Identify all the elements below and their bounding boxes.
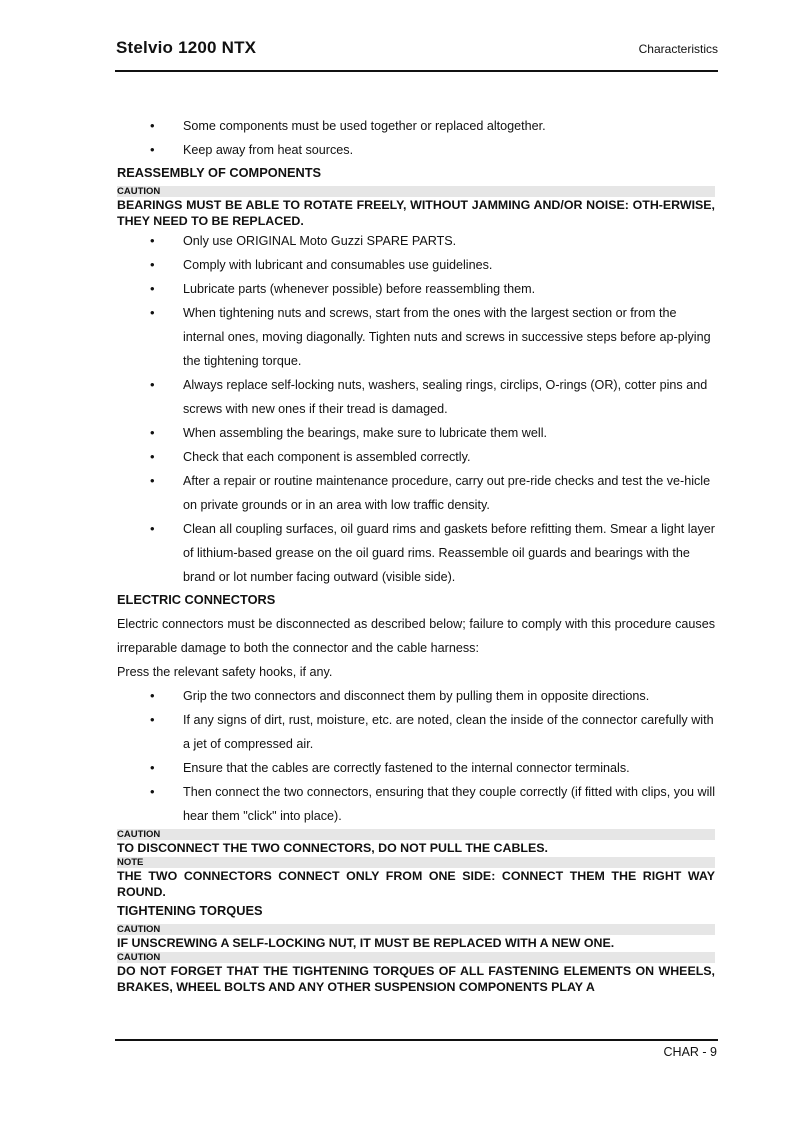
paragraph: Electric connectors must be disconnected as described below; failure to comply with this procedure causes irreparable damage to both the connector and the cable harness: bbox=[117, 617, 715, 655]
bullet-item: • Lubricate parts (whenever possible) before reassembling them. bbox=[117, 277, 715, 301]
bullet-item: • Always replace self-locking nuts, washers, sealing rings, circlips, O-rings (OR), cotter pins and screws with new ones if their tread is damaged. bbox=[117, 373, 715, 421]
bullet-item: • Ensure that the cables are correctly fastened to the internal connector terminals. bbox=[117, 756, 715, 780]
bullet-item: • Grip the two connectors and disconnect them by pulling them in opposite directions. bbox=[117, 684, 715, 708]
section-heading-electric: ELECTRIC CONNECTORS bbox=[117, 592, 276, 607]
caution-label: CAUTION bbox=[117, 952, 715, 963]
caution-text: BEARINGS MUST BE ABLE TO ROTATE FREELY, WITHOUT JAMMING AND/OR NOISE: OTH-ERWISE, THEY NEED TO BE REPLACED. bbox=[117, 198, 715, 228]
bullet-item: • If any signs of dirt, rust, moisture, etc. are noted, clean the inside of the connector carefully with a jet of compressed air. bbox=[117, 708, 715, 756]
bullet-item: • When assembling the bearings, make sure to lubricate them well. bbox=[117, 421, 715, 445]
note-text: THE TWO CONNECTORS CONNECT ONLY FROM ONE SIDE: CONNECT THEM THE RIGHT WAY ROUND. bbox=[117, 869, 715, 899]
bullet-item: • After a repair or routine maintenance procedure, carry out pre-ride checks and test the ve-hicle on private grounds or in an area with low traffic density. bbox=[117, 469, 715, 517]
footer-divider bbox=[115, 1039, 718, 1041]
bullet-item: • When tightening nuts and screws, start from the ones with the largest section or from the internal ones, moving diagonally. Tighten nuts and screws in successive steps before ap-plying the tightening torque. bbox=[117, 301, 715, 373]
bullet-item: • Check that each component is assembled correctly. bbox=[117, 445, 715, 469]
bullet-item: • Comply with lubricant and consumables use guidelines. bbox=[117, 253, 715, 277]
paragraph: Press the relevant safety hooks, if any. bbox=[117, 665, 333, 679]
page-number: CHAR - 9 bbox=[663, 1045, 717, 1059]
caution-text: TO DISCONNECT THE TWO CONNECTORS, DO NOT PULL THE CABLES. bbox=[117, 841, 548, 855]
bullet-item: • Then connect the two connectors, ensuring that they couple correctly (if fitted with clips, you will hear them "click" into place). bbox=[117, 780, 715, 828]
bullet-item: • Some components must be used together or replaced altogether. bbox=[117, 114, 715, 138]
note-label: NOTE bbox=[117, 857, 715, 868]
bullet-item: • Clean all coupling surfaces, oil guard rims and gaskets before refitting them. Smear a light layer of lithium-based grease on the oil guard rims. Reassemble oil guards and bearings with the brand or lot number facing outward (visible side). bbox=[117, 517, 715, 589]
caution-label: CAUTION bbox=[117, 186, 715, 197]
caution-label: CAUTION bbox=[117, 829, 715, 840]
caution-text: DO NOT FORGET THAT THE TIGHTENING TORQUES OF ALL FASTENING ELEMENTS ON WHEELS, BRAKES, WHEEL BOLTS AND ANY OTHER SUSPENSION COMPONENTS PLAY A bbox=[117, 964, 715, 994]
page-content bbox=[117, 114, 715, 995]
section-heading-torques: TIGHTENING TORQUES bbox=[117, 903, 263, 918]
page-header bbox=[115, 38, 718, 72]
section-name: Characteristics bbox=[638, 42, 718, 56]
bullet-item: • Keep away from heat sources. bbox=[117, 138, 715, 162]
caution-label: CAUTION bbox=[117, 924, 715, 935]
bullet-item: • Only use ORIGINAL Moto Guzzi SPARE PARTS. bbox=[117, 229, 715, 253]
section-heading-reassembly: REASSEMBLY OF COMPONENTS bbox=[117, 165, 322, 180]
caution-text: IF UNSCREWING A SELF-LOCKING NUT, IT MUST BE REPLACED WITH A NEW ONE. bbox=[117, 936, 615, 950]
manual-title: Stelvio 1200 NTX bbox=[116, 38, 257, 57]
